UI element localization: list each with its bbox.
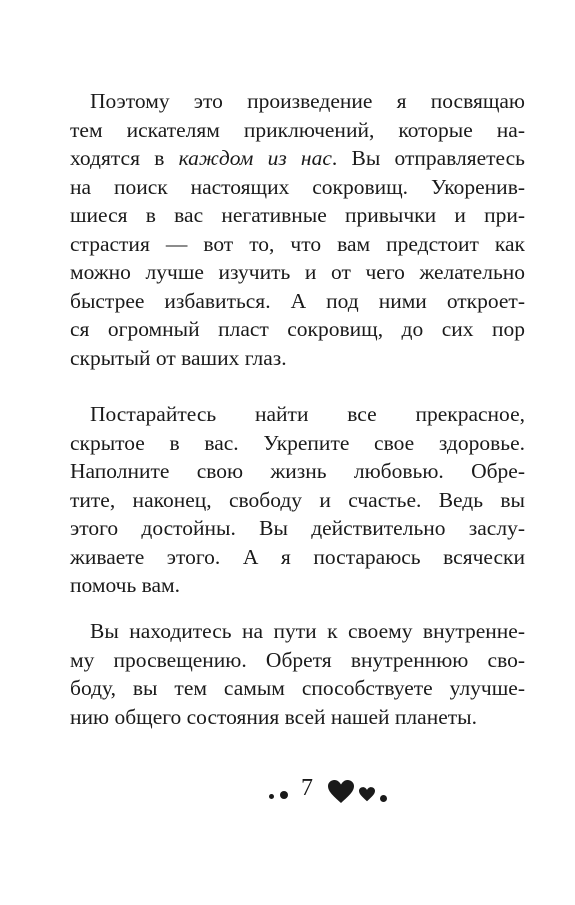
text-line: страстия — вот то, что вам предстоит как: [70, 231, 525, 256]
dot-icon: [269, 794, 274, 799]
paragraph-2: [70, 400, 525, 600]
paragraph-3: [70, 617, 525, 731]
text-line: му просвещению. Обретя внутреннюю сво-: [70, 647, 525, 672]
text-line: Вы находитесь на пути к своему внутренне-: [90, 619, 525, 643]
emphasis-text: каждом из нас: [178, 146, 332, 170]
text-line: Наполните свою жизнь любовью. Обре-: [70, 459, 525, 483]
text-line: ся огромный пласт сокровищ, до сих пор: [70, 317, 525, 341]
text-line: можно лучше изучить и от чего желательно: [70, 260, 525, 284]
text-line: этого достойны. Вы действительно заслу-: [70, 516, 525, 540]
dot-icon: [380, 795, 387, 802]
text-line: Поэтому это произведение я посвящаю: [90, 89, 525, 113]
text-line: боду, вы тем самым способствуете улучше-: [70, 676, 525, 700]
text-line: скрытое в вас. Укрепите свое здоровье.: [70, 430, 525, 455]
text-line: шиеся в вас негативные привычки и при-: [70, 203, 525, 227]
dot-icon: [280, 791, 288, 799]
text-line: [70, 144, 525, 173]
heart-icon: [359, 787, 375, 802]
text-line: на поиск настоящих сокровищ. Укоренив-: [70, 174, 525, 199]
text-line: Постарайтесь найти все прекрасное,: [90, 402, 525, 426]
text-span: . Вы отправляетесь: [331, 146, 525, 170]
text-line: живаете этого. А я постараюсь всячески: [70, 544, 525, 569]
text-line: быстрее избавиться. А под ними откроет-: [70, 288, 525, 313]
paragraph-1: [70, 87, 525, 372]
text-line: скрытый от ваших глаз.: [70, 345, 287, 370]
heart-icon: [328, 780, 354, 804]
text-line: тите, наконец, свободу и счастье. Ведь вы: [70, 487, 525, 512]
text-line: нию общего состояния всей нашей планеты.: [70, 704, 477, 729]
text-line: помочь вам.: [70, 573, 181, 597]
page-number: 7: [301, 775, 313, 801]
text-line: тем искателям приключений, которые на-: [70, 117, 525, 142]
page-footer: [0, 772, 575, 812]
text-span: ходятся в: [70, 146, 179, 170]
